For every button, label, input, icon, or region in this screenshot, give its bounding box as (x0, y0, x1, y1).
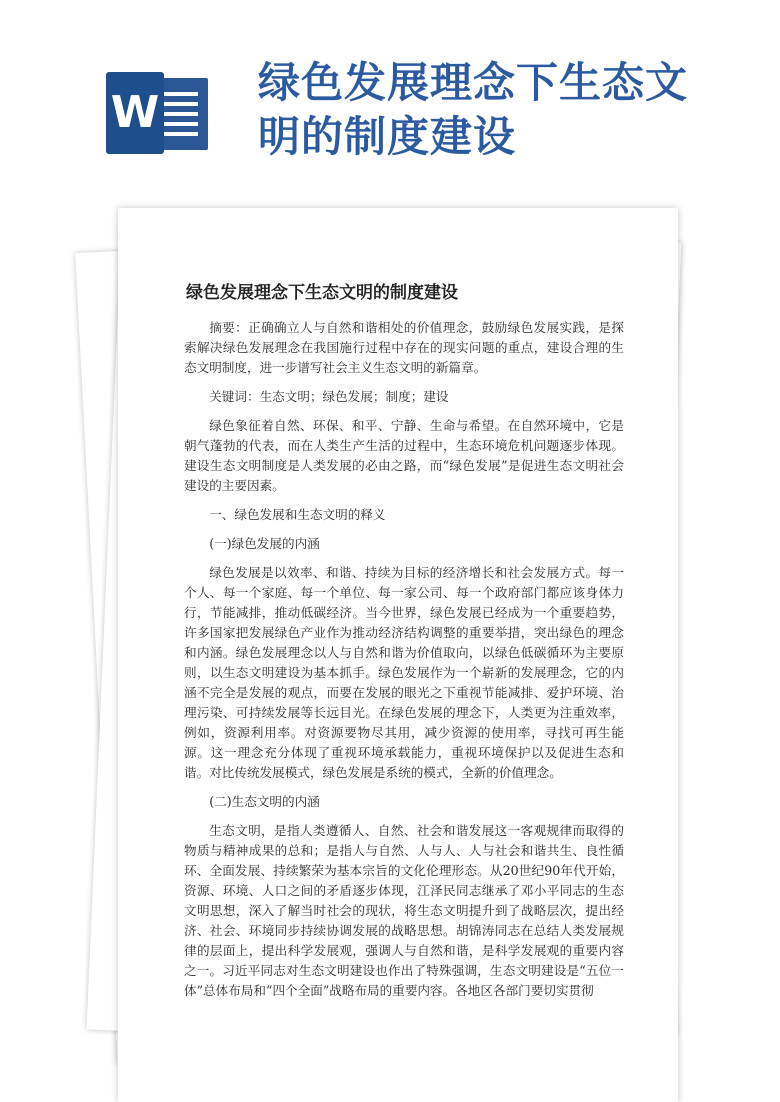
keywords-line: 关键词：生态文明；绿色发展；制度；建设 (209, 389, 449, 404)
body-paragraph: 生态文明，是指人类遵循人、自然、社会和谐发展这一客观规律而取得的物质与精神成果的总和；是指人与自然、人与人、人与社会和谐共生、良性循环、全面发展、持续繁荣为基本宗旨的文化伦理形态。从20世纪90年代开始，资源、环境、人口之间的矛盾逐步体现，江泽民同志继承了邓小平同志的生态文明思想，深入了解当时社会的现状，将生态文明提升到了战略层次，提出经济、社会、环境同步持续协调发展的战略思想。胡锦涛同志在总结人类发展规律的层面上，提出科学发展观，强调人与自然和谐，是科学发展观的重要内容之一。习近平同志对生态文明建设也作出了特殊强调，生态文明建设是“五位一体”总体布局和“四个全面”战略布局的重要内容。各地区各部门要切实贯彻 (184, 823, 624, 998)
document-body (184, 318, 624, 1001)
header (0, 0, 780, 200)
subsection-heading: (二)生态文明的内涵 (209, 794, 320, 809)
word-badge: W (106, 72, 164, 154)
section-heading: 一、绿色发展和生态文明的释义 (209, 507, 386, 522)
intro-paragraph: 绿色象征着自然、环保、和平、宁静、生命与希望。在自然环境中，它是朝气蓬勃的代表，而在人类生产生活的过程中，生态环境危机问题逐步体现。建设生态文明制度是人类发展的必由之路，而“绿色发展”是促进生态文明社会建设的主要因素。 (184, 418, 624, 493)
body-paragraph: 绿色发展是以效率、和谐、持续为目标的经济增长和社会发展方式。每一个人、每一个家庭、每一个单位、每一家公司、每一个政府部门都应该身体力行，节能减排，推动低碳经济。当今世界，绿色发展已经成为一个重要趋势，许多国家把发展绿色产业作为推动经济结构调整的重要举措，突出绿色的理念和内涵。绿色发展理念以人与自然和谐为价值取向，以绿色低碳循环为主要原则，以生态文明建设为基本抓手。绿色发展作为一个崭新的发展理念，它的内涵不完全是发展的观点，而要在发展的眼光之下重视节能减排、爱护环境、治理污染、可持续发展等长远目光。在绿色发展的理念下，人类更为注重效率，例如，资源利用率。对资源要物尽其用，减少资源的使用率，寻找可再生能源。这一理念充分体现了重视环境承载能力，重视环境保护以及促进生态和谐。对比传统发展模式，绿色发展是系统的模式，全新的价值理念。 (184, 565, 624, 780)
subsection-heading: (一)绿色发展的内涵 (209, 536, 320, 551)
document-title: 绿色发展理念下生态文明的制度建设 (186, 283, 458, 303)
header-title: 绿色发展理念下生态文明的制度建设 (258, 58, 689, 161)
document-page (118, 208, 678, 1102)
abstract-paragraph: 摘要：正确确立人与自然和谐相处的价值理念，鼓励绿色发展实践，是探索解决绿色发展理念在我国施行过程中存在的现实问题的重点，建设合理的生态文明制度，进一步谱写社会主义生态文明的新篇章。 (184, 320, 624, 375)
word-document-icon (106, 72, 210, 154)
